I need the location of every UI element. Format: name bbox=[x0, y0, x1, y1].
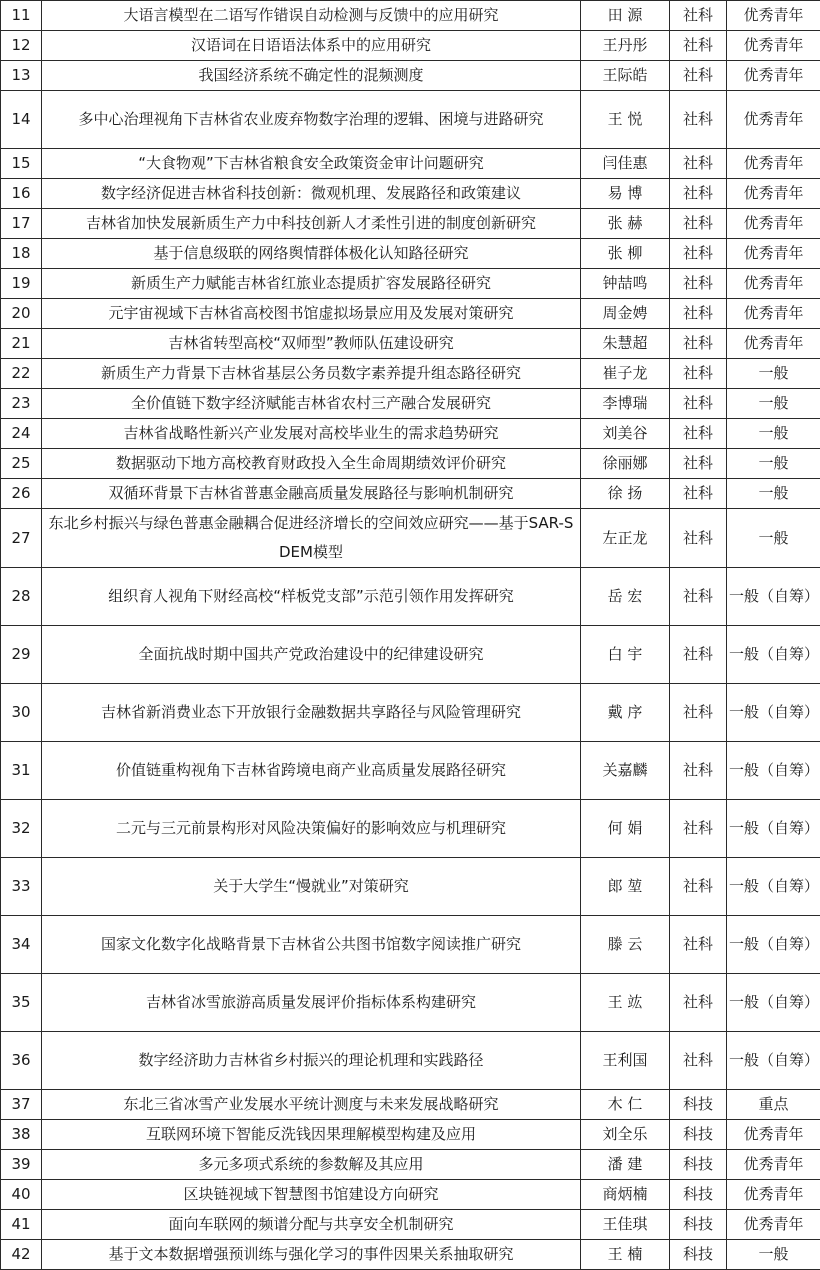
table-row bbox=[1, 858, 820, 916]
project-level: 优秀青年 bbox=[727, 179, 820, 209]
discipline-category: 科技 bbox=[670, 1150, 727, 1180]
project-title: 吉林省加快发展新质生产力中科技创新人才柔性引进的制度创新研究 bbox=[42, 209, 581, 239]
principal-name: 张 赫 bbox=[581, 209, 670, 239]
project-level: 一般 bbox=[727, 449, 820, 479]
project-title: 汉语词在日语语法体系中的应用研究 bbox=[42, 31, 581, 61]
discipline-category: 社科 bbox=[670, 1, 727, 31]
principal-name: 滕 云 bbox=[581, 916, 670, 974]
project-title: 大语言模型在二语写作错误自动检测与反馈中的应用研究 bbox=[42, 1, 581, 31]
project-level: 一般（自筹） bbox=[727, 916, 820, 974]
discipline-category: 社科 bbox=[670, 858, 727, 916]
row-number: 16 bbox=[1, 179, 42, 209]
project-level: 一般 bbox=[727, 419, 820, 449]
principal-name: 戴 序 bbox=[581, 684, 670, 742]
principal-name: 田 源 bbox=[581, 1, 670, 31]
project-title: 东北三省冰雪产业发展水平统计测度与未来发展战略研究 bbox=[42, 1090, 581, 1120]
table-row bbox=[1, 1032, 820, 1090]
project-level: 一般（自筹） bbox=[727, 568, 820, 626]
row-number: 42 bbox=[1, 1240, 42, 1270]
table-row bbox=[1, 916, 820, 974]
discipline-category: 社科 bbox=[670, 269, 727, 299]
principal-name: 白 宇 bbox=[581, 626, 670, 684]
row-number: 41 bbox=[1, 1210, 42, 1240]
project-level: 一般 bbox=[727, 509, 820, 568]
discipline-category: 社科 bbox=[670, 684, 727, 742]
row-number: 23 bbox=[1, 389, 42, 419]
principal-name: 刘全乐 bbox=[581, 1120, 670, 1150]
table-row bbox=[1, 568, 820, 626]
row-number: 21 bbox=[1, 329, 42, 359]
project-title: 吉林省战略性新兴产业发展对高校毕业生的需求趋势研究 bbox=[42, 419, 581, 449]
project-level: 一般（自筹） bbox=[727, 858, 820, 916]
project-title: 组织育人视角下财经高校“样板党支部”示范引领作用发挥研究 bbox=[42, 568, 581, 626]
table-row bbox=[1, 684, 820, 742]
table-row bbox=[1, 742, 820, 800]
principal-name: 潘 建 bbox=[581, 1150, 670, 1180]
table-row bbox=[1, 329, 820, 359]
row-number: 13 bbox=[1, 61, 42, 91]
principal-name: 王 悦 bbox=[581, 91, 670, 149]
project-level: 一般 bbox=[727, 389, 820, 419]
discipline-category: 社科 bbox=[670, 479, 727, 509]
project-title: 二元与三元前景构形对风险决策偏好的影响效应与机理研究 bbox=[42, 800, 581, 858]
table-row bbox=[1, 419, 820, 449]
row-number: 14 bbox=[1, 91, 42, 149]
principal-name: 王 楠 bbox=[581, 1240, 670, 1270]
project-title: 数字经济助力吉林省乡村振兴的理论机理和实践路径 bbox=[42, 1032, 581, 1090]
project-title: 双循环背景下吉林省普惠金融高质量发展路径与影响机制研究 bbox=[42, 479, 581, 509]
row-number: 32 bbox=[1, 800, 42, 858]
project-level: 优秀青年 bbox=[727, 269, 820, 299]
project-title: 新质生产力赋能吉林省红旅业态提质扩容发展路径研究 bbox=[42, 269, 581, 299]
row-number: 11 bbox=[1, 1, 42, 31]
principal-name: 王利国 bbox=[581, 1032, 670, 1090]
discipline-category: 社科 bbox=[670, 299, 727, 329]
project-title: 新质生产力背景下吉林省基层公务员数字素养提升组态路径研究 bbox=[42, 359, 581, 389]
table-row bbox=[1, 479, 820, 509]
table-row bbox=[1, 269, 820, 299]
project-level: 优秀青年 bbox=[727, 91, 820, 149]
table-row bbox=[1, 1180, 820, 1210]
discipline-category: 社科 bbox=[670, 800, 727, 858]
row-number: 30 bbox=[1, 684, 42, 742]
project-title: 互联网环境下智能反洗钱因果理解模型构建及应用 bbox=[42, 1120, 581, 1150]
discipline-category: 社科 bbox=[670, 91, 727, 149]
project-level: 优秀青年 bbox=[727, 31, 820, 61]
row-number: 27 bbox=[1, 509, 42, 568]
discipline-category: 社科 bbox=[670, 61, 727, 91]
discipline-category: 社科 bbox=[670, 419, 727, 449]
principal-name: 朱慧超 bbox=[581, 329, 670, 359]
row-number: 33 bbox=[1, 858, 42, 916]
project-title: 吉林省冰雪旅游高质量发展评价指标体系构建研究 bbox=[42, 974, 581, 1032]
project-title: 区块链视域下智慧图书馆建设方向研究 bbox=[42, 1180, 581, 1210]
project-title: 数字经济促进吉林省科技创新：微观机理、发展路径和政策建议 bbox=[42, 179, 581, 209]
table-row bbox=[1, 974, 820, 1032]
discipline-category: 社科 bbox=[670, 179, 727, 209]
project-title: 价值链重构视角下吉林省跨境电商产业高质量发展路径研究 bbox=[42, 742, 581, 800]
row-number: 20 bbox=[1, 299, 42, 329]
project-title: 国家文化数字化战略背景下吉林省公共图书馆数字阅读推广研究 bbox=[42, 916, 581, 974]
principal-name: 周金娉 bbox=[581, 299, 670, 329]
discipline-category: 科技 bbox=[670, 1090, 727, 1120]
discipline-category: 社科 bbox=[670, 389, 727, 419]
principal-name: 王际皓 bbox=[581, 61, 670, 91]
principal-name: 王佳琪 bbox=[581, 1210, 670, 1240]
table-row bbox=[1, 626, 820, 684]
project-title: 基于文本数据增强预训练与强化学习的事件因果关系抽取研究 bbox=[42, 1240, 581, 1270]
discipline-category: 社科 bbox=[670, 742, 727, 800]
table-row bbox=[1, 91, 820, 149]
table-row bbox=[1, 449, 820, 479]
project-level: 优秀青年 bbox=[727, 209, 820, 239]
discipline-category: 科技 bbox=[670, 1180, 727, 1210]
project-title: 吉林省转型高校“双师型”教师队伍建设研究 bbox=[42, 329, 581, 359]
discipline-category: 社科 bbox=[670, 1032, 727, 1090]
table-row bbox=[1, 1120, 820, 1150]
table-row bbox=[1, 239, 820, 269]
principal-name: 闫佳惠 bbox=[581, 149, 670, 179]
row-number: 17 bbox=[1, 209, 42, 239]
row-number: 35 bbox=[1, 974, 42, 1032]
row-number: 36 bbox=[1, 1032, 42, 1090]
project-title: 数据驱动下地方高校教育财政投入全生命周期绩效评价研究 bbox=[42, 449, 581, 479]
project-level: 优秀青年 bbox=[727, 1150, 820, 1180]
project-level: 优秀青年 bbox=[727, 61, 820, 91]
principal-name: 徐 扬 bbox=[581, 479, 670, 509]
project-title: 我国经济系统不确定性的混频测度 bbox=[42, 61, 581, 91]
project-level: 一般（自筹） bbox=[727, 1032, 820, 1090]
project-level: 重点 bbox=[727, 1090, 820, 1120]
project-level: 优秀青年 bbox=[727, 1, 820, 31]
project-title: 东北乡村振兴与绿色普惠金融耦合促进经济增长的空间效应研究——基于SAR-SDEM模型 bbox=[42, 509, 581, 568]
table-row bbox=[1, 61, 820, 91]
principal-name: 商炳楠 bbox=[581, 1180, 670, 1210]
discipline-category: 社科 bbox=[670, 239, 727, 269]
table-row bbox=[1, 149, 820, 179]
row-number: 39 bbox=[1, 1150, 42, 1180]
principal-name: 郎 堃 bbox=[581, 858, 670, 916]
row-number: 34 bbox=[1, 916, 42, 974]
row-number: 25 bbox=[1, 449, 42, 479]
project-title: 全面抗战时期中国共产党政治建设中的纪律建设研究 bbox=[42, 626, 581, 684]
principal-name: 左正龙 bbox=[581, 509, 670, 568]
project-level: 优秀青年 bbox=[727, 239, 820, 269]
discipline-category: 社科 bbox=[670, 359, 727, 389]
row-number: 24 bbox=[1, 419, 42, 449]
principal-name: 易 博 bbox=[581, 179, 670, 209]
table-row bbox=[1, 179, 820, 209]
table-row bbox=[1, 1210, 820, 1240]
row-number: 15 bbox=[1, 149, 42, 179]
table-row bbox=[1, 1150, 820, 1180]
table-row bbox=[1, 1, 820, 31]
discipline-category: 科技 bbox=[670, 1240, 727, 1270]
discipline-category: 社科 bbox=[670, 916, 727, 974]
principal-name: 张 柳 bbox=[581, 239, 670, 269]
row-number: 38 bbox=[1, 1120, 42, 1150]
principal-name: 徐丽娜 bbox=[581, 449, 670, 479]
row-number: 12 bbox=[1, 31, 42, 61]
discipline-category: 科技 bbox=[670, 1120, 727, 1150]
discipline-category: 社科 bbox=[670, 974, 727, 1032]
discipline-category: 社科 bbox=[670, 329, 727, 359]
table-row bbox=[1, 299, 820, 329]
principal-name: 王丹彤 bbox=[581, 31, 670, 61]
project-title: 基于信息级联的网络舆情群体极化认知路径研究 bbox=[42, 239, 581, 269]
principal-name: 何 娟 bbox=[581, 800, 670, 858]
project-level: 优秀青年 bbox=[727, 1210, 820, 1240]
project-level: 一般（自筹） bbox=[727, 974, 820, 1032]
principal-name: 木 仁 bbox=[581, 1090, 670, 1120]
principal-name: 崔子龙 bbox=[581, 359, 670, 389]
table-row bbox=[1, 509, 820, 568]
discipline-category: 社科 bbox=[670, 149, 727, 179]
row-number: 26 bbox=[1, 479, 42, 509]
project-level: 一般 bbox=[727, 359, 820, 389]
project-level: 一般（自筹） bbox=[727, 684, 820, 742]
discipline-category: 社科 bbox=[670, 509, 727, 568]
project-level: 一般 bbox=[727, 479, 820, 509]
discipline-category: 社科 bbox=[670, 568, 727, 626]
discipline-category: 社科 bbox=[670, 31, 727, 61]
project-title: 面向车联网的频谱分配与共享安全机制研究 bbox=[42, 1210, 581, 1240]
row-number: 40 bbox=[1, 1180, 42, 1210]
project-level: 优秀青年 bbox=[727, 1120, 820, 1150]
principal-name: 关嘉麟 bbox=[581, 742, 670, 800]
discipline-category: 社科 bbox=[670, 626, 727, 684]
project-table-body bbox=[1, 1, 820, 1270]
row-number: 29 bbox=[1, 626, 42, 684]
project-title: 多元多项式系统的参数解及其应用 bbox=[42, 1150, 581, 1180]
principal-name: 刘美谷 bbox=[581, 419, 670, 449]
project-title: 多中心治理视角下吉林省农业废弃物数字治理的逻辑、困境与进路研究 bbox=[42, 91, 581, 149]
row-number: 18 bbox=[1, 239, 42, 269]
principal-name: 李博瑞 bbox=[581, 389, 670, 419]
project-level: 优秀青年 bbox=[727, 1180, 820, 1210]
table-row bbox=[1, 209, 820, 239]
row-number: 28 bbox=[1, 568, 42, 626]
row-number: 19 bbox=[1, 269, 42, 299]
principal-name: 岳 宏 bbox=[581, 568, 670, 626]
discipline-category: 社科 bbox=[670, 209, 727, 239]
project-title: 元宇宙视域下吉林省高校图书馆虚拟场景应用及发展对策研究 bbox=[42, 299, 581, 329]
project-level: 一般（自筹） bbox=[727, 742, 820, 800]
project-title: “大食物观”下吉林省粮食安全政策资金审计问题研究 bbox=[42, 149, 581, 179]
discipline-category: 社科 bbox=[670, 449, 727, 479]
table-row bbox=[1, 1240, 820, 1270]
project-level: 一般 bbox=[727, 1240, 820, 1270]
project-level: 一般（自筹） bbox=[727, 626, 820, 684]
project-level: 优秀青年 bbox=[727, 299, 820, 329]
table-row bbox=[1, 31, 820, 61]
project-title: 吉林省新消费业态下开放银行金融数据共享路径与风险管理研究 bbox=[42, 684, 581, 742]
row-number: 31 bbox=[1, 742, 42, 800]
table-row bbox=[1, 359, 820, 389]
discipline-category: 科技 bbox=[670, 1210, 727, 1240]
project-title: 关于大学生“慢就业”对策研究 bbox=[42, 858, 581, 916]
project-level: 一般（自筹） bbox=[727, 800, 820, 858]
project-title: 全价值链下数字经济赋能吉林省农村三产融合发展研究 bbox=[42, 389, 581, 419]
project-level: 优秀青年 bbox=[727, 149, 820, 179]
row-number: 37 bbox=[1, 1090, 42, 1120]
principal-name: 王 竑 bbox=[581, 974, 670, 1032]
principal-name: 钟喆鸣 bbox=[581, 269, 670, 299]
project-level: 优秀青年 bbox=[727, 329, 820, 359]
row-number: 22 bbox=[1, 359, 42, 389]
table-row bbox=[1, 1090, 820, 1120]
table-row bbox=[1, 800, 820, 858]
table-row bbox=[1, 389, 820, 419]
